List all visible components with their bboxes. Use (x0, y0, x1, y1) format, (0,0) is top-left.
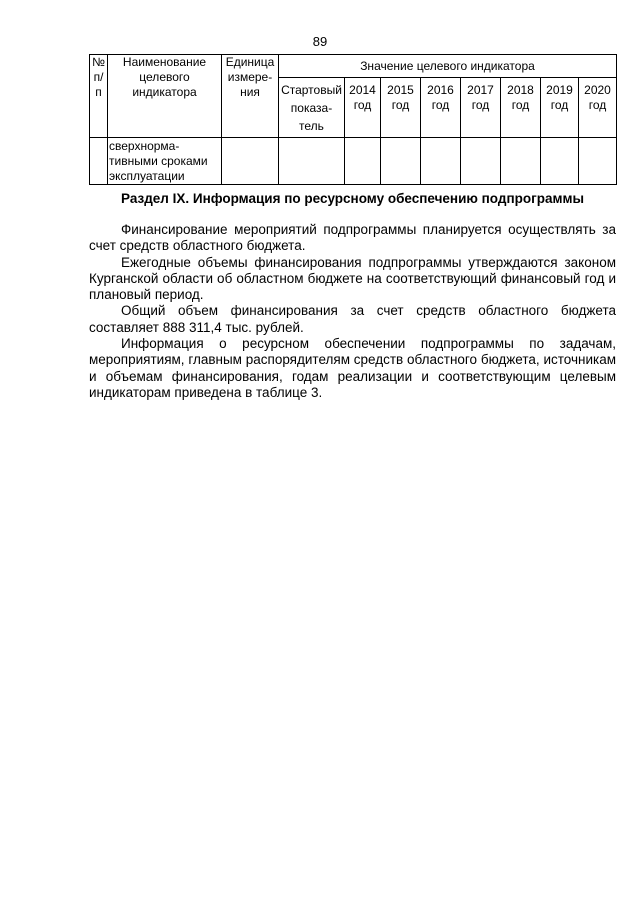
page-number: 89 (312, 34, 328, 49)
header-name-line: целевого (139, 70, 190, 84)
header-year (421, 78, 461, 138)
header-start-line: Стартовый (281, 83, 342, 97)
header-year-value: 2016 (427, 83, 454, 97)
cell-name-line: тивными сроками (109, 154, 208, 168)
table-row (90, 138, 617, 185)
header-unit (222, 55, 279, 138)
cell-num (90, 138, 108, 185)
header-year-value: 2017 (467, 83, 494, 97)
header-year (461, 78, 501, 138)
header-year-unit: год (511, 98, 530, 112)
header-year-unit: год (431, 98, 450, 112)
header-year-unit: год (471, 98, 490, 112)
header-year (579, 78, 617, 138)
header-year (345, 78, 381, 138)
header-year-unit: год (391, 98, 410, 112)
cell-value (541, 138, 579, 185)
header-name-line: Наименование (122, 55, 207, 69)
header-year-value: 2019 (546, 83, 573, 97)
header-year-value: 2020 (584, 83, 611, 97)
header-year (501, 78, 541, 138)
cell-name-line: эксплуатации (109, 169, 185, 183)
header-year-value: 2014 (349, 83, 376, 97)
header-num (90, 55, 108, 138)
header-year-value: 2015 (387, 83, 414, 97)
cell-value (345, 138, 381, 185)
cell-name (108, 138, 222, 185)
cell-value (461, 138, 501, 185)
header-name-line: индикатора (132, 85, 197, 99)
header-num-line: п/п (93, 70, 104, 99)
header-unit-line: Единица (225, 55, 275, 69)
header-year (541, 78, 579, 138)
header-start-line: тель (299, 119, 324, 133)
header-start-line: показа- (290, 101, 333, 115)
paragraph: Ежегодные объемы финансирования подпрограммы утверждаются законом Курганской области об областном бюджете на соответствующий финансовый год и плановый период. (89, 254, 616, 303)
cell-value (579, 138, 617, 185)
cell-name-line: сверхнорма- (109, 139, 180, 153)
header-unit-line: ния (240, 85, 260, 99)
header-start (279, 78, 345, 138)
header-value-group: Значение целевого индикатора (279, 55, 617, 78)
header-year-value: 2018 (507, 83, 534, 97)
paragraph: Информация о ресурсном обеспечении подпрограммы по задачам, мероприятиям, главным распорядителям средств областного бюджета, источникам и объемам финансирования, годам реализации и соответствующим целевым индикаторам приведена в таблице 3. (89, 336, 616, 400)
header-year-unit: год (550, 98, 569, 112)
header-year-unit: год (353, 98, 372, 112)
cell-value (501, 138, 541, 185)
header-name (108, 55, 222, 138)
cell-value (421, 138, 461, 185)
section-heading: Раздел IX. Информация по ресурсному обеспечению подпрограммы (121, 191, 584, 206)
header-year-unit: год (588, 98, 607, 112)
body-text (89, 222, 616, 401)
header-num-line: № (92, 55, 105, 69)
indicators-table (89, 54, 617, 185)
cell-start (279, 138, 345, 185)
paragraph: Финансирование мероприятий подпрограммы планируется осуществлять за счет средств областного бюджета. (89, 222, 616, 254)
header-unit-line: измере- (227, 70, 273, 84)
header-year (381, 78, 421, 138)
cell-value (381, 138, 421, 185)
cell-unit (222, 138, 279, 185)
paragraph: Общий объем финансирования за счет средств областного бюджета составляет 888 311,4 тыс. рублей. (89, 303, 616, 335)
